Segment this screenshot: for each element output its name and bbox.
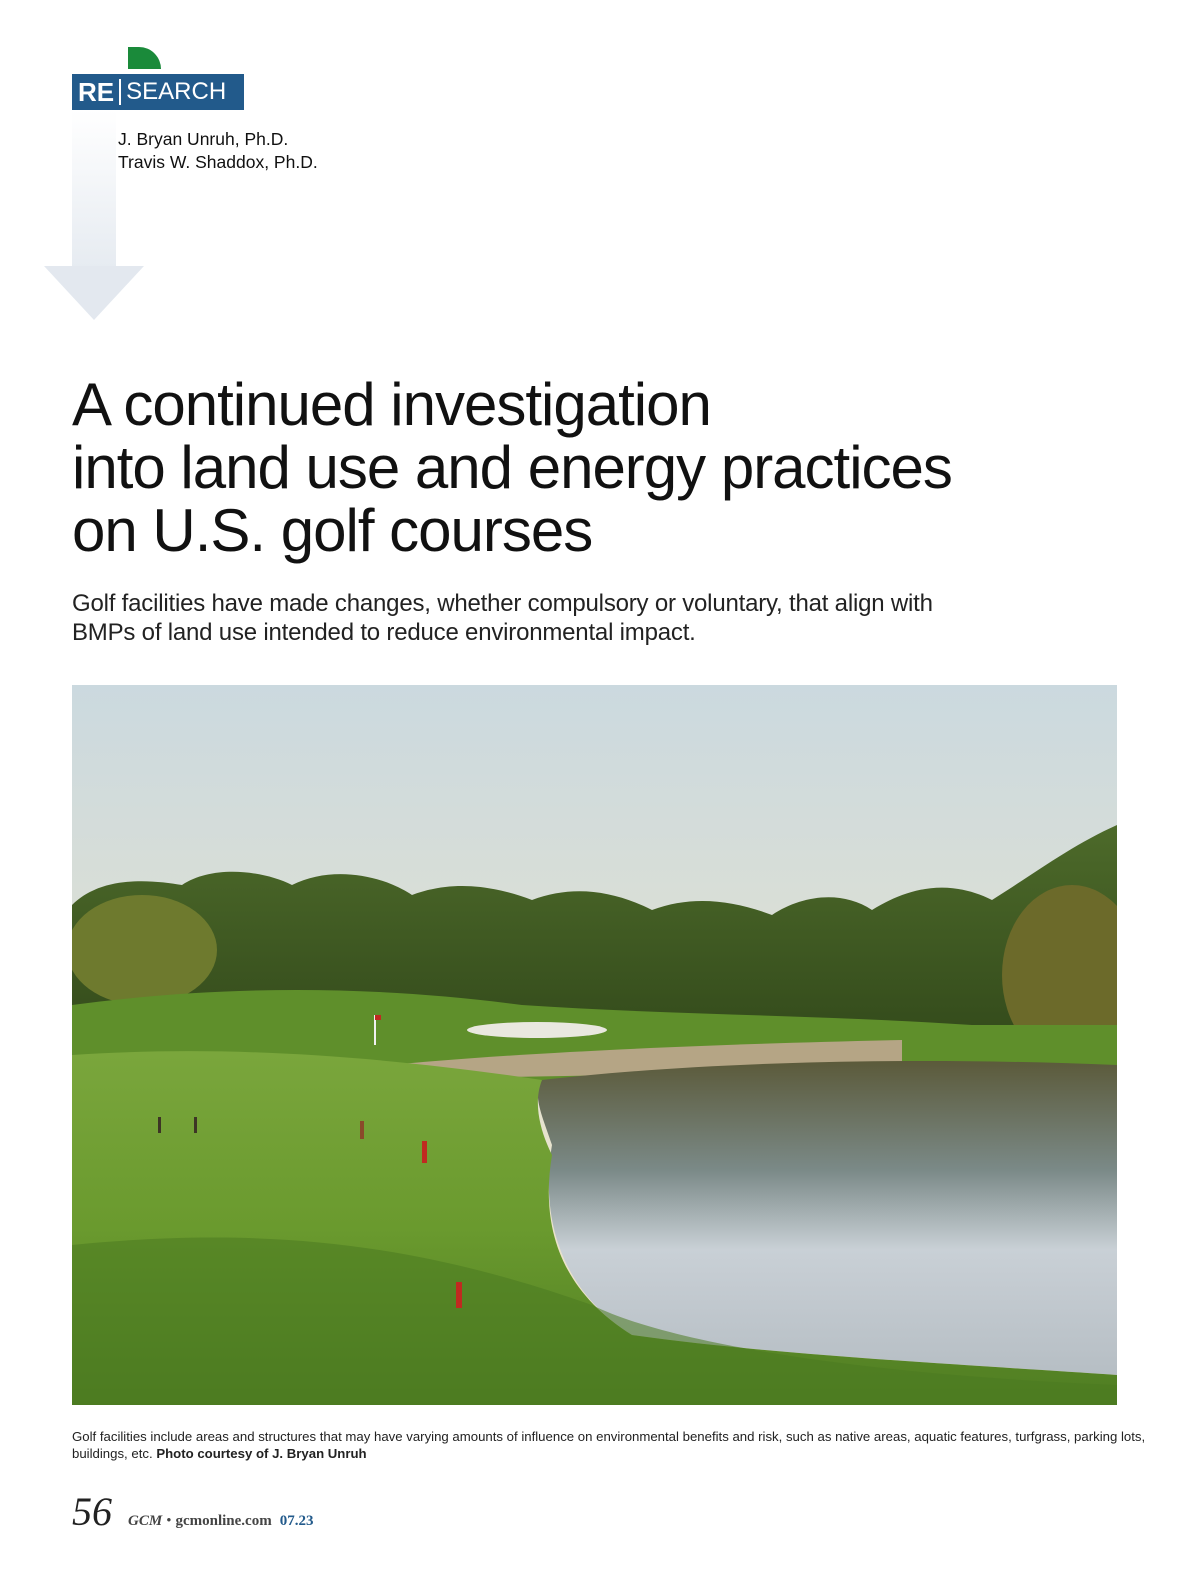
article-headline bbox=[72, 373, 1152, 562]
golf-course-photo bbox=[72, 685, 1117, 1405]
author-name: J. Bryan Unruh, Ph.D. bbox=[118, 129, 289, 149]
headline-line: into land use and energy practices bbox=[72, 434, 952, 501]
section-label-light: SEARCH bbox=[126, 78, 227, 105]
photo-caption bbox=[72, 1428, 1146, 1462]
page-number: 56 bbox=[72, 1489, 112, 1534]
issue-date: 07.23 bbox=[279, 1513, 314, 1529]
golf-course-illustration bbox=[72, 685, 1117, 1405]
article-dek bbox=[72, 589, 1132, 647]
publication-name: GCM bbox=[128, 1513, 163, 1529]
website-url: gcmonline.com bbox=[175, 1513, 272, 1529]
decorative-arrow-head bbox=[44, 266, 144, 320]
author-byline bbox=[118, 128, 318, 174]
footer-separator: • bbox=[166, 1513, 172, 1529]
section-label-bold: RE bbox=[78, 76, 115, 107]
dek-line: Golf facilities have made changes, whether compulsory or voluntary, that align with bbox=[72, 590, 933, 617]
caption-line: Golf facilities include areas and structures that may have varying amounts of influence on environmental benefits and risk, such as native areas, aquatic features, turfgrass, parking lots, bbox=[72, 1429, 1146, 1444]
caption-text: buildings, etc. bbox=[72, 1446, 157, 1461]
photo-credit: Photo courtesy of J. Bryan Unruh bbox=[156, 1446, 367, 1461]
leaf-logo-icon bbox=[128, 47, 161, 69]
caption-line bbox=[72, 1445, 1122, 1462]
headline-line: on U.S. golf courses bbox=[72, 497, 593, 564]
headline-line: A continued investigation bbox=[72, 371, 711, 438]
section-badge bbox=[72, 74, 244, 110]
page-footer bbox=[72, 1488, 313, 1532]
section-divider bbox=[119, 79, 121, 105]
dek-line: BMPs of land use intended to reduce environmental impact. bbox=[72, 619, 696, 646]
author-name: Travis W. Shaddox, Ph.D. bbox=[118, 152, 318, 172]
decorative-arrow-shaft bbox=[72, 110, 116, 268]
